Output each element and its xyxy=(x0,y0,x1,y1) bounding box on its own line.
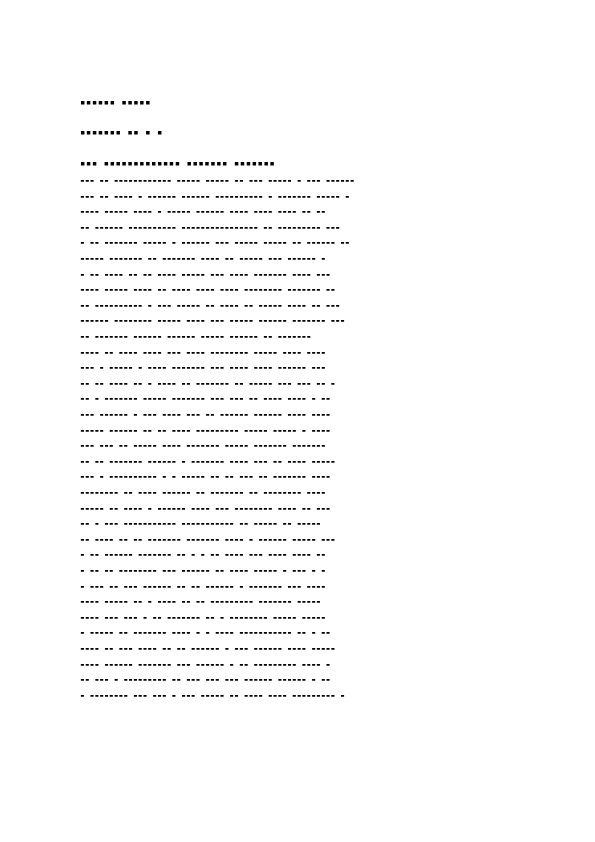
body-line-text: ▪▪ ▪ ▪▪▪▪▪▪▪ ▪▪▪▪▪ ▪▪▪▪▪▪▪ ▪▪▪ ▪▪▪ ▪▪ ▪▪▪▪ ▪▪▪▪ ▪ ▪▪ xyxy=(80,398,331,402)
body-line xyxy=(80,242,512,245)
date-line: ▪▪▪▪▪▪▪ ▪▪ ▪ ▪ xyxy=(80,128,163,138)
body-line-text: ▪ ▪▪ ▪▪▪▪▪▪▪ ▪▪▪▪▪ ▪ ▪▪▪▪▪▪ ▪▪▪ ▪▪▪▪▪ ▪▪▪▪▪ ▪▪ ▪▪▪▪▪▪ ▪▪ xyxy=(80,242,350,246)
body-line-text: ▪▪▪▪▪ ▪▪▪▪▪▪▪ ▪▪ ▪▪▪▪▪▪▪ ▪▪▪▪ ▪▪ ▪▪▪▪▪ ▪▪▪ ▪▪▪▪▪▪ ▪ xyxy=(80,258,326,261)
body-line xyxy=(80,196,512,199)
body-line-text: ▪▪▪▪▪▪ ▪▪▪▪▪▪▪▪ ▪▪▪▪▪ ▪▪▪▪ ▪▪▪ ▪▪▪▪▪ ▪▪▪▪▪▪ ▪▪▪▪▪▪▪ ▪▪▪ xyxy=(80,320,345,324)
body-line xyxy=(80,227,512,230)
body-line xyxy=(80,274,512,277)
body-line-text: ▪▪▪▪ ▪▪ ▪▪▪▪ ▪▪▪▪ ▪▪▪ ▪▪▪▪ ▪▪▪▪▪▪▪▪ ▪▪▪▪▪ ▪▪▪▪ ▪▪▪▪ xyxy=(80,351,326,355)
body-line-text: ▪▪▪▪▪ ▪▪▪▪▪▪ ▪▪ ▪▪ ▪▪▪▪ ▪▪▪▪▪▪▪▪▪ ▪▪▪▪▪ ▪▪▪▪▪ ▪ ▪▪▪▪ xyxy=(80,429,331,433)
body-line xyxy=(80,211,512,214)
body-line-text: ▪ ▪▪▪▪▪▪▪▪ ▪▪▪ ▪▪▪ ▪ ▪▪▪ ▪▪▪▪▪ ▪▪ ▪▪▪▪ ▪▪▪▪ ▪▪▪▪▪▪▪▪▪ ▪ xyxy=(80,694,345,698)
body-line-text: ▪▪▪▪ ▪▪▪▪▪▪ ▪▪▪▪▪▪▪ ▪▪▪ ▪▪▪▪▪▪ ▪ ▪▪ ▪▪▪▪▪▪▪▪▪ ▪▪▪▪ ▪ xyxy=(80,663,331,667)
body-line xyxy=(80,695,512,698)
body-line-text: ▪ ▪▪▪ ▪▪ ▪▪▪ ▪▪▪▪▪▪ ▪▪ ▪▪ ▪▪▪▪▪▪ ▪ ▪▪▪▪▪▪▪ ▪▪▪ ▪▪▪▪ xyxy=(80,585,326,589)
body-line xyxy=(80,632,512,635)
body-line xyxy=(80,383,512,386)
body-line xyxy=(80,539,512,542)
body-line xyxy=(80,586,512,589)
body-line-text: ▪▪ ▪▪▪▪▪▪ ▪▪▪▪▪▪▪▪▪▪ ▪▪▪▪▪▪▪▪▪▪▪▪▪▪▪▪ ▪▪ ▪▪▪▪▪▪▪▪▪ ▪▪▪ xyxy=(80,226,341,230)
body-line-text: ▪ ▪▪ ▪▪ ▪▪▪▪▪▪▪▪ ▪▪▪ ▪▪▪▪▪▪ ▪▪ ▪▪▪▪ ▪▪▪▪▪ ▪ ▪▪▪ ▪ ▪ xyxy=(80,570,326,573)
body-line xyxy=(80,476,512,479)
body-line-text: ▪▪▪ ▪ ▪▪▪▪▪ ▪ ▪▪▪▪ ▪▪▪▪▪▪▪ ▪▪▪ ▪▪▪▪ ▪▪▪▪ ▪▪▪▪▪▪ ▪▪▪ xyxy=(80,367,326,371)
body-line xyxy=(80,258,512,261)
body-line xyxy=(80,617,512,620)
document-title: ▪▪▪ ▪▪▪▪▪▪▪▪▪▪▪▪▪ ▪▪▪▪▪▪▪ ▪▪▪▪▪▪▪ xyxy=(80,159,276,169)
body-line xyxy=(80,679,512,682)
body-line-text: ▪▪▪ ▪▪ ▪▪▪▪▪▪▪▪▪▪▪▪ ▪▪▪▪▪ ▪▪▪▪▪ ▪▪ ▪▪▪ ▪▪▪▪▪ ▪ ▪▪▪ ▪▪▪▪▪▪ xyxy=(80,180,355,183)
body-line-text: ▪▪▪ ▪▪▪▪▪▪ ▪ ▪▪▪ ▪▪▪▪ ▪▪▪ ▪▪ ▪▪▪▪▪▪ ▪▪▪▪▪▪ ▪▪▪▪ ▪▪▪▪ xyxy=(80,414,331,417)
body-line xyxy=(80,367,512,370)
body-line xyxy=(80,648,512,651)
body-line xyxy=(80,430,512,433)
body-line-text: ▪▪▪▪▪ ▪▪ ▪▪▪▪ ▪ ▪▪▪▪▪▪ ▪▪▪▪ ▪▪▪ ▪▪▪▪▪▪▪▪ ▪▪▪▪ ▪▪ ▪▪▪ xyxy=(80,507,331,511)
body-line xyxy=(80,414,512,417)
body-line xyxy=(80,554,512,557)
body-line-text: ▪▪▪▪ ▪▪ ▪▪▪ ▪▪▪▪ ▪▪ ▪▪ ▪▪▪▪▪▪ ▪ ▪▪▪ ▪▪▪▪▪▪ ▪▪▪▪ ▪▪▪▪▪ xyxy=(80,648,336,651)
body-line xyxy=(80,508,512,511)
body-line xyxy=(80,180,512,183)
author-line: ▪▪▪▪▪▪ ▪▪▪▪▪ xyxy=(80,98,152,108)
body-line xyxy=(80,461,512,464)
body-line-text: ▪ ▪▪▪▪▪ ▪▪ ▪▪▪▪▪▪▪ ▪▪▪▪ ▪ ▪ ▪▪▪▪ ▪▪▪▪▪▪▪▪▪▪▪ ▪▪ ▪ ▪▪ xyxy=(80,632,331,636)
body-line-text: ▪▪ ▪▪ ▪▪▪▪▪▪▪ ▪▪▪▪▪▪ ▪ ▪▪▪▪▪▪▪ ▪▪▪▪ ▪▪▪ ▪▪ ▪▪▪▪ ▪▪▪▪▪ xyxy=(80,460,336,464)
body-line xyxy=(80,570,512,573)
body-line xyxy=(80,289,512,292)
body-line xyxy=(80,352,512,355)
body-line xyxy=(80,492,512,495)
body-line-text: ▪▪▪▪ ▪▪▪▪▪ ▪▪▪▪ ▪▪ ▪▪▪▪ ▪▪▪▪ ▪▪▪▪ ▪▪▪▪▪▪▪▪ ▪▪▪▪▪▪▪ ▪▪ xyxy=(80,289,336,293)
body-line-text: ▪▪ ▪▪▪ ▪ ▪▪▪▪▪▪▪▪▪ ▪▪ ▪▪▪ ▪▪▪ ▪▪▪ ▪▪▪▪▪▪ ▪▪▪▪▪▪ ▪ ▪▪ xyxy=(80,679,331,683)
body-line xyxy=(80,601,512,604)
body-line-text: ▪▪ ▪▪▪▪▪▪▪ ▪▪▪▪▪▪ ▪▪▪▪▪▪ ▪▪▪▪▪ ▪▪▪▪▪▪ ▪▪ ▪▪▪▪▪▪▪ xyxy=(80,336,312,339)
body-line-text: ▪ ▪▪ ▪▪▪▪ ▪▪ ▪▪ ▪▪▪▪ ▪▪▪▪▪ ▪▪▪ ▪▪▪▪ ▪▪▪▪▪▪▪ ▪▪▪▪ ▪▪▪ xyxy=(80,273,331,277)
body-line-text: ▪▪▪▪▪▪▪▪ ▪▪ ▪▪▪▪ ▪▪▪▪▪▪ ▪▪ ▪▪▪▪▪▪▪ ▪▪ ▪▪▪▪▪▪▪▪ ▪▪▪▪ xyxy=(80,492,326,495)
body-line-text: ▪▪▪ ▪ ▪▪▪▪▪▪▪▪▪▪ ▪ ▪ ▪▪▪▪▪ ▪▪ ▪▪ ▪▪▪ ▪▪ ▪▪▪▪▪▪▪ ▪▪▪▪ xyxy=(80,476,331,480)
body-line xyxy=(80,336,512,339)
body-line-text: ▪▪▪▪ ▪▪▪ ▪▪▪ ▪ ▪▪ ▪▪▪▪▪▪▪ ▪▪ ▪ ▪▪▪▪▪▪▪▪ ▪▪▪▪▪ ▪▪▪▪▪ xyxy=(80,616,326,620)
body-line xyxy=(80,305,512,308)
body-line-text: ▪▪▪▪ ▪▪▪▪▪ ▪▪▪▪ ▪ ▪▪▪▪▪ ▪▪▪▪▪▪ ▪▪▪▪ ▪▪▪▪ ▪▪▪▪ ▪▪ ▪▪ xyxy=(80,211,326,215)
body-line-text: ▪▪ ▪▪ ▪▪▪▪ ▪▪ ▪ ▪▪▪▪ ▪▪ ▪▪▪▪▪▪▪ ▪▪ ▪▪▪▪▪ ▪▪▪ ▪▪▪ ▪▪ ▪ xyxy=(80,382,336,386)
body-line xyxy=(80,523,512,526)
body-line-text: ▪▪▪▪ ▪▪▪▪▪ ▪▪ ▪ ▪▪▪▪ ▪▪ ▪▪ ▪▪▪▪▪▪▪▪▪ ▪▪▪▪▪▪▪ ▪▪▪▪▪ xyxy=(80,601,321,605)
body-line-text: ▪▪▪ ▪▪ ▪▪▪▪ ▪ ▪▪▪▪▪▪ ▪▪▪▪▪▪ ▪▪▪▪▪▪▪▪▪▪ ▪ ▪▪▪▪▪▪▪ ▪▪▪▪▪ ▪ xyxy=(80,195,350,199)
body-line xyxy=(80,664,512,667)
body-line xyxy=(80,398,512,401)
body-line-text: ▪ ▪▪ ▪▪▪▪▪▪ ▪▪▪▪▪▪▪ ▪▪ ▪ ▪ ▪▪ ▪▪▪▪ ▪▪▪ ▪▪▪▪ ▪▪▪▪ ▪▪ xyxy=(80,554,326,558)
body-line-text: ▪▪ ▪▪▪▪▪▪▪▪▪▪ ▪ ▪▪▪ ▪▪▪▪▪ ▪▪ ▪▪▪▪ ▪▪ ▪▪▪▪▪ ▪▪▪▪ ▪▪ ▪▪▪ xyxy=(80,304,341,308)
body-line-text: ▪▪ ▪▪▪▪ ▪▪ ▪▪ ▪▪▪▪▪▪▪ ▪▪▪▪▪▪▪ ▪▪▪▪ ▪ ▪▪▪▪▪▪ ▪▪▪▪▪ ▪▪▪ xyxy=(80,538,336,542)
body-line xyxy=(80,320,512,323)
body-line-text: ▪▪ ▪ ▪▪▪ ▪▪▪▪▪▪▪▪▪▪▪ ▪▪▪▪▪▪▪▪▪▪▪ ▪▪ ▪▪▪▪▪ ▪▪ ▪▪▪▪▪ xyxy=(80,523,321,527)
body-line-text: ▪▪▪ ▪▪▪ ▪▪ ▪▪▪▪▪ ▪▪▪▪ ▪▪▪▪▪▪▪ ▪▪▪▪▪ ▪▪▪▪▪▪▪ ▪▪▪▪▪▪▪ xyxy=(80,445,326,449)
body-line xyxy=(80,445,512,448)
